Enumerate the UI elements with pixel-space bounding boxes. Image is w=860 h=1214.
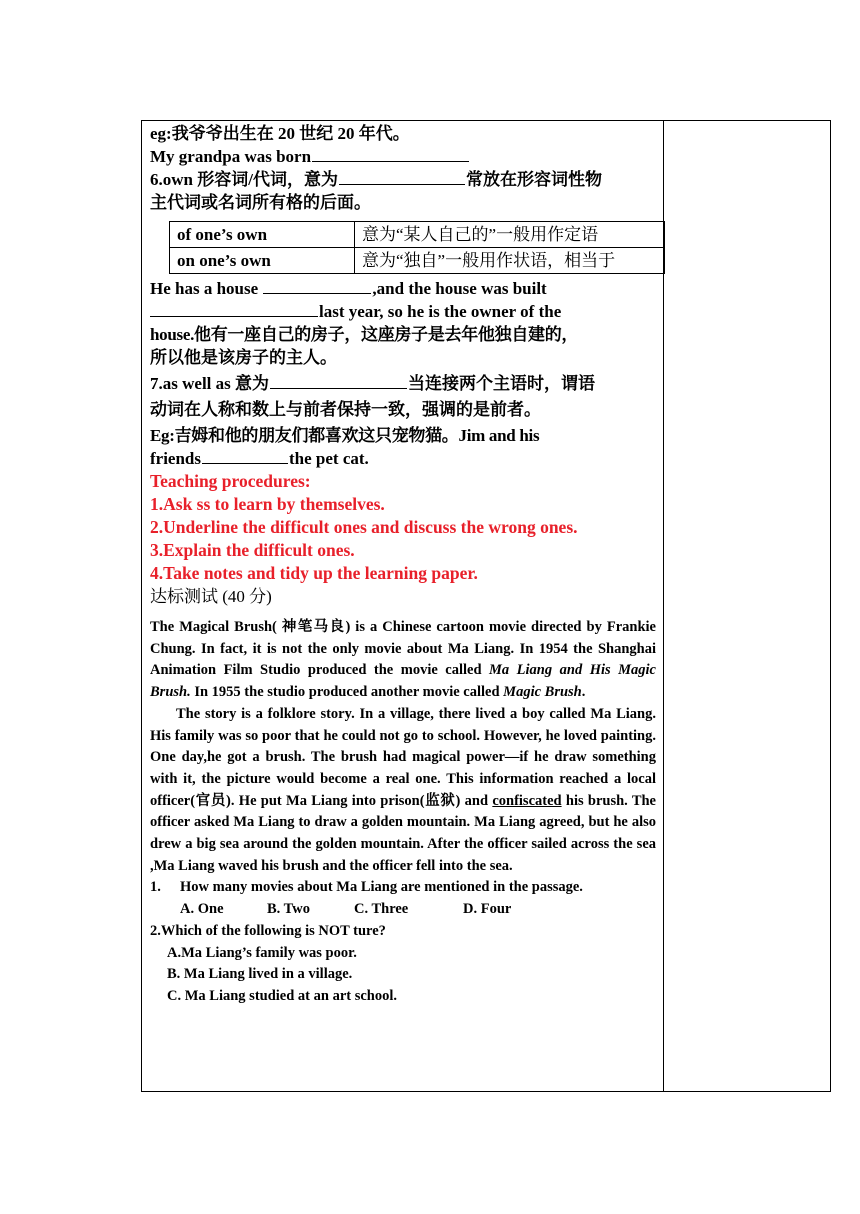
option[interactable]: D. Four [463, 901, 512, 918]
table-row [170, 222, 665, 248]
own-example-4: 所以他是该房子的主人。 [150, 348, 337, 367]
teaching-step: 1.Ask ss to learn by themselves. [150, 494, 385, 514]
teaching-step: 2.Underline the difficult ones and discuss the wrong ones. [150, 517, 578, 537]
phrase-cell: on one’s own [170, 248, 355, 274]
own-example: He has a house ,and the house was built [150, 279, 547, 298]
option[interactable]: A. One [180, 901, 224, 918]
answer-blank[interactable] [339, 169, 465, 185]
aswellas-heading: 7.as well as 意为 当连接两个主语时，谓语 [150, 374, 595, 393]
option[interactable]: B. Two [267, 901, 310, 918]
phrase-cell: of one’s own [170, 222, 355, 248]
example-english: My grandpa was born [150, 145, 656, 168]
reading-passage [150, 617, 656, 1008]
meaning-cell: 意为“独自”一般用作状语，相当于 [355, 248, 665, 274]
example-chinese: eg:我爷爷出生在 20 世纪 20 年代。 [150, 124, 410, 143]
answer-blank[interactable] [312, 146, 469, 162]
own-example-3: house.他有一座自己的房子，这座房子是去年他独自建的， [150, 325, 579, 344]
answer-blank[interactable] [270, 373, 407, 389]
aswellas-heading-cont: 动词在人称和数上与前者保持一致，强调的是前者。 [150, 400, 541, 419]
own-heading-cont: 主代词或名词所有格的后面。 [150, 193, 371, 212]
question-1-options [150, 899, 656, 921]
answer-blank[interactable] [150, 301, 318, 317]
answer-blank[interactable] [202, 448, 288, 464]
passage-paragraph-1: The Magical Brush( 神笔马良) is a Chinese cartoon movie directed by Frankie Chung. In fact, it is not the only movie about Ma Liang. In 1954 the Shanghai Animation Film Studio produced the movie called Ma Liang and His Magic Brush. In 1955 the studio produced another movie called Magic Brush. [150, 619, 656, 701]
language-points-2 [150, 277, 656, 608]
language-points [150, 122, 656, 214]
option[interactable]: C. Ma Liang studied at an art school. [167, 987, 398, 1004]
teaching-step: 3.Explain the difficult ones. [150, 540, 355, 560]
meaning-cell: 意为“某人自己的”一般用作定语 [355, 222, 665, 248]
option[interactable]: C. Three [354, 901, 409, 918]
aswellas-example-2: friends the pet cat. [150, 449, 369, 468]
teaching-step: 4.Take notes and tidy up the learning paper. [150, 563, 478, 583]
question-2: 2.Which of the following is NOT ture? [150, 922, 386, 939]
answer-blank[interactable] [263, 278, 371, 294]
test-title: 达标测试 (40 分) [150, 587, 272, 606]
own-example-2: last year, so he is the owner of the [150, 300, 656, 323]
phrase-table [169, 221, 665, 274]
passage-paragraph-2: The story is a folklore story. In a village, there lived a boy called Ma Liang. His family was so poor that he could not go to school. However, he loved painting. One day,he got a brush. The brush had magical power—if he draw something with it, the picture would become a real one. This information reached a local officer(官员). He put Ma Liang into prison(监狱) and confiscated his brush. The officer asked Ma Liang to draw a golden mountain. Ma Liang agreed, but he also drew a big sea around the golden mountain. After the officer sailed across the sea ,Ma Liang waved his brush and the officer fell into the sea. [150, 705, 656, 874]
question-1: 1. How many movies about Ma Liang are mentioned in the passage. [150, 879, 583, 896]
option[interactable]: B. Ma Liang lived in a village. [167, 966, 353, 983]
option[interactable]: A.Ma Liang’s family was poor. [167, 944, 357, 961]
table-row [170, 248, 665, 274]
aswellas-example: Eg:吉姆和他的朋友们都喜欢这只宠物猫。Jim and his [150, 426, 540, 445]
own-heading: 6.own 形容词/代词，意为 常放在形容词性物 [150, 170, 602, 189]
teaching-title: Teaching procedures: [150, 471, 311, 491]
